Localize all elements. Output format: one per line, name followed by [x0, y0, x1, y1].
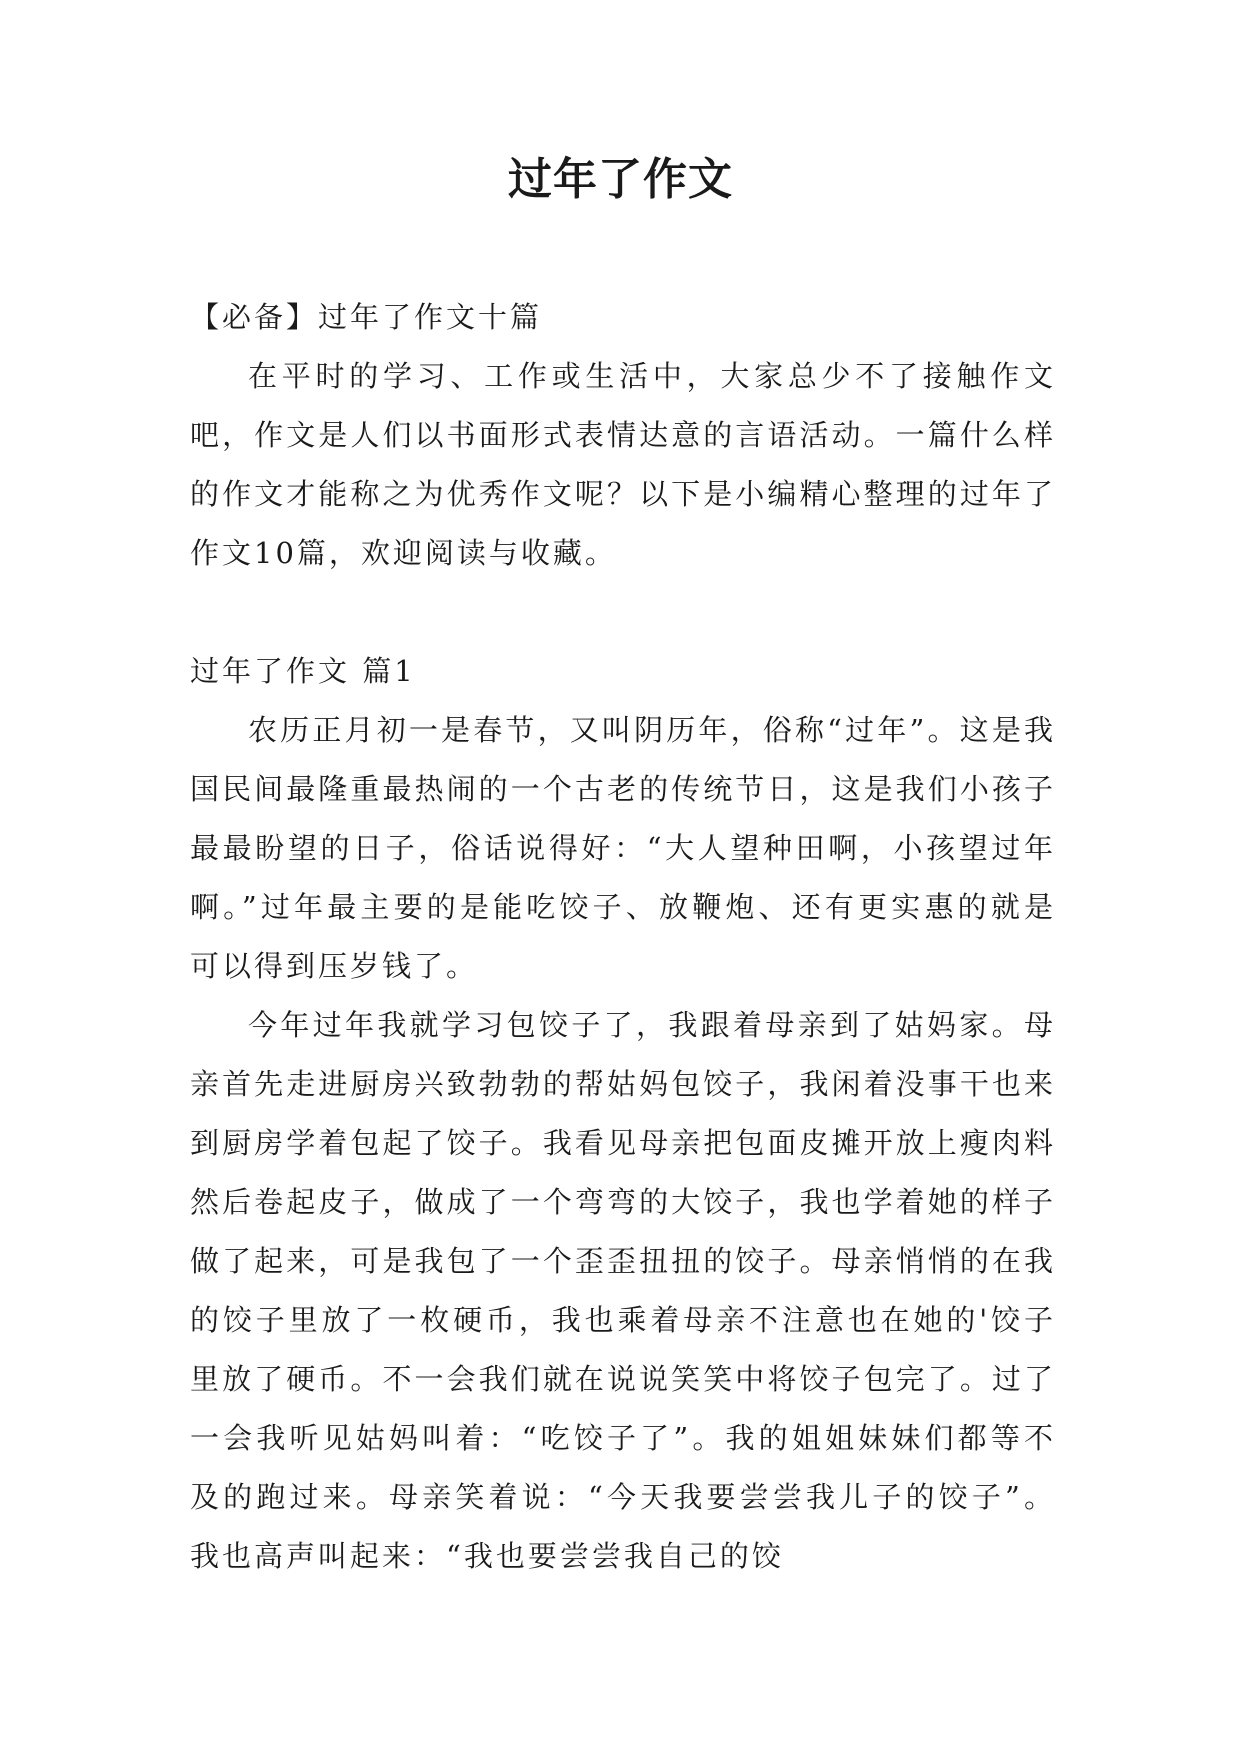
- document-subtitle: 【必备】过年了作文十篇: [190, 300, 543, 334]
- body-paragraph-2: 今年过年我就学习包饺子了，我跟着母亲到了姑妈家。母亲首先走进厨房兴致勃勃的帮姑妈包饺子，我闲着没事干也来到厨房学着包起了饺子。我看见母亲把包面皮摊开放上瘦肉料然后卷起皮子，做成了一个弯弯的大饺子，我也学着她的样子做了起来，可是我包了一个歪歪扭扭的饺子。母亲悄悄的在我的饺子里放了一枚硬币，我也乘着母亲不注意也在她的'饺子里放了硬币。不一会我们就在说说笑笑中将饺子包完了。过了一会我听见姑妈叫着：“吃饺子了”。我的姐姐妹妹们都等不及的跑过来。母亲笑着说：“今天我要尝尝我儿子的饺子”。我也高声叫起来：“我也要尝尝我自己的饺: [190, 1008, 1056, 1573]
- section-heading: 过年了作文 篇1: [190, 654, 416, 688]
- document-title: 过年了作文: [508, 154, 733, 205]
- intro-paragraph: 在平时的学习、工作或生活中，大家总少不了接触作文吧，作文是人们以书面形式表情达意的言语活动。一篇什么样的作文才能称之为优秀作文呢？以下是小编精心整理的过年了作文10篇，欢迎阅读与收藏。: [190, 359, 1056, 570]
- document-body: [190, 288, 1056, 1586]
- paragraph-gap: [190, 583, 1056, 642]
- body-paragraph-1: 农历正月初一是春节，又叫阴历年，俗称“过年”。这是我国民间最隆重最热闹的一个古老的传统节日，这是我们小孩子最最盼望的日子，俗话说得好：“大人望种田啊，小孩望过年啊。”过年最主要的是能吃饺子、放鞭炮、还有更实惠的就是可以得到压岁钱了。: [190, 713, 1056, 983]
